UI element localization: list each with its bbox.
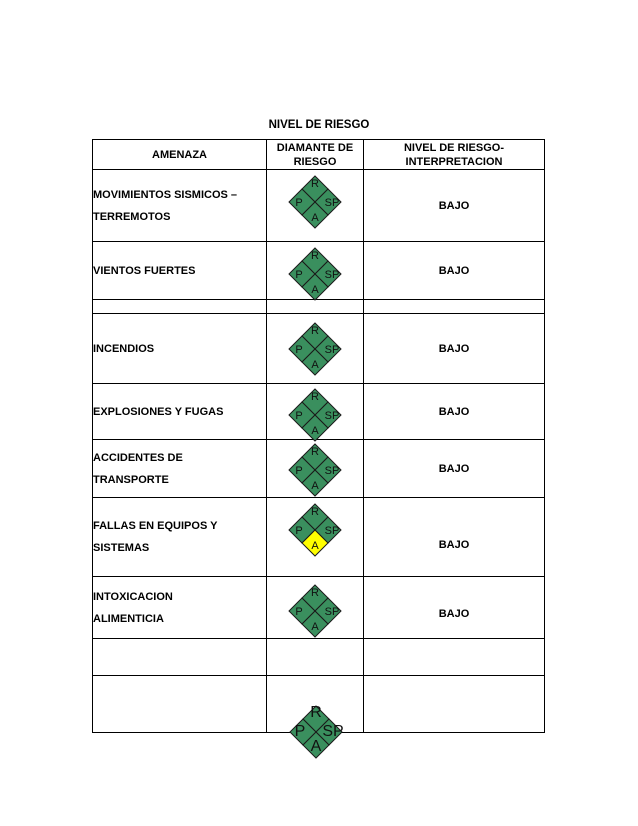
diamond-bottom-label: A — [310, 738, 322, 755]
diamond-left-label: P — [295, 197, 303, 209]
level-cell — [364, 242, 545, 300]
threat-name: VIENTOS FUERTES — [93, 264, 196, 277]
threat-name-line2: ALIMENTICIA — [93, 612, 164, 625]
table-row — [93, 242, 545, 300]
empty-row — [93, 639, 545, 676]
risk-diamond — [285, 440, 345, 503]
level-cell — [364, 384, 545, 440]
risk-level: BAJO — [438, 405, 470, 418]
level-cell — [364, 498, 545, 577]
diamond-left-label: P — [294, 723, 306, 740]
threat-name: MOVIMIENTOS SISMICOS – — [93, 188, 238, 201]
threat-name: INTOXICACION — [93, 590, 173, 603]
risk-diamond — [285, 244, 345, 307]
header-interpretation: NIVEL DE RIESGO-INTERPRETACION — [364, 140, 545, 170]
diamond-top-label: R — [310, 704, 322, 721]
diamond-cell — [267, 577, 364, 639]
diamond-bottom-label: A — [311, 480, 319, 492]
threat-name: EXPLOSIONES Y FUGAS — [93, 405, 224, 418]
table-row — [93, 577, 545, 639]
diamond-top-label: R — [311, 446, 319, 458]
diamond-bottom-label: A — [311, 359, 319, 371]
diamond-left-label: P — [295, 344, 303, 356]
threat-cell — [93, 440, 267, 498]
diamond-right-label: SP — [322, 723, 344, 740]
diamond-left-label: P — [295, 525, 303, 537]
diamond-right-label: SP — [324, 344, 340, 356]
threat-cell — [93, 498, 267, 577]
diamond-cell — [267, 314, 364, 384]
table-row — [93, 498, 545, 577]
threat-cell — [93, 242, 267, 300]
table-row — [93, 440, 545, 498]
threat-name-line2: SISTEMAS — [93, 542, 150, 554]
table-row — [93, 314, 545, 384]
threat-name: INCENDIOS — [93, 342, 155, 355]
risk-diamond-standalone — [286, 702, 346, 767]
level-cell — [364, 170, 545, 242]
diamond-right-label: SP — [324, 465, 340, 477]
level-cell — [364, 577, 545, 639]
diamond-left-label: P — [295, 410, 303, 422]
risk-level: BAJO — [438, 608, 470, 620]
diamond-cell — [267, 170, 364, 242]
risk-level: BAJO — [438, 462, 470, 475]
diamond-bottom-label: A — [311, 212, 319, 224]
threat-cell — [93, 314, 267, 384]
risk-diamond — [285, 319, 345, 382]
diamond-right-label: SP — [324, 410, 340, 422]
threat-name-line2: TERREMOTOS — [93, 210, 171, 223]
level-cell — [364, 440, 545, 498]
risk-table — [92, 139, 545, 733]
diamond-top-label: R — [311, 250, 319, 262]
threat-cell — [93, 384, 267, 440]
threat-name: ACCIDENTES DE — [93, 451, 183, 464]
diamond-top-label: R — [311, 587, 319, 599]
diamond-top-label: R — [311, 506, 319, 518]
table-header-row — [93, 140, 545, 170]
risk-diamond — [285, 581, 345, 644]
threat-name: FALLAS EN EQUIPOS Y — [93, 520, 218, 532]
header-threat: AMENAZA — [93, 140, 267, 170]
risk-level: BAJO — [438, 264, 470, 277]
risk-level: BAJO — [438, 539, 470, 551]
threat-cell — [93, 170, 267, 242]
diamond-bottom-label: A — [311, 425, 319, 437]
diamond-top-label: R — [311, 325, 319, 337]
table-row — [93, 384, 545, 440]
header-diamond: DIAMANTE DE RIESGO — [267, 140, 364, 170]
risk-diamond — [285, 500, 345, 563]
diamond-cell — [267, 440, 364, 498]
threat-name-line2: TRANSPORTE — [93, 473, 169, 486]
risk-level: BAJO — [438, 342, 470, 355]
page-title: NIVEL DE RIESGO — [268, 119, 370, 131]
diamond-left-label: P — [295, 606, 303, 618]
diamond-top-label: R — [311, 178, 319, 190]
risk-diamond — [285, 172, 345, 235]
diamond-right-label: SP — [324, 606, 340, 618]
diamond-bottom-label: A — [311, 284, 319, 296]
diamond-left-label: P — [295, 465, 303, 477]
diamond-right-label: SP — [324, 269, 340, 281]
table-row — [93, 170, 545, 242]
diamond-bottom-label: A — [311, 540, 319, 552]
diamond-cell — [267, 498, 364, 577]
threat-cell — [93, 577, 267, 639]
diamond-right-label: SP — [324, 525, 340, 537]
diamond-top-label: R — [311, 391, 319, 403]
diamond-left-label: P — [295, 269, 303, 281]
risk-level: BAJO — [438, 199, 470, 212]
diamond-cell — [267, 242, 364, 300]
diamond-cell — [267, 384, 364, 440]
diamond-bottom-label: A — [311, 621, 319, 633]
level-cell — [364, 314, 545, 384]
diamond-right-label: SP — [324, 197, 340, 209]
